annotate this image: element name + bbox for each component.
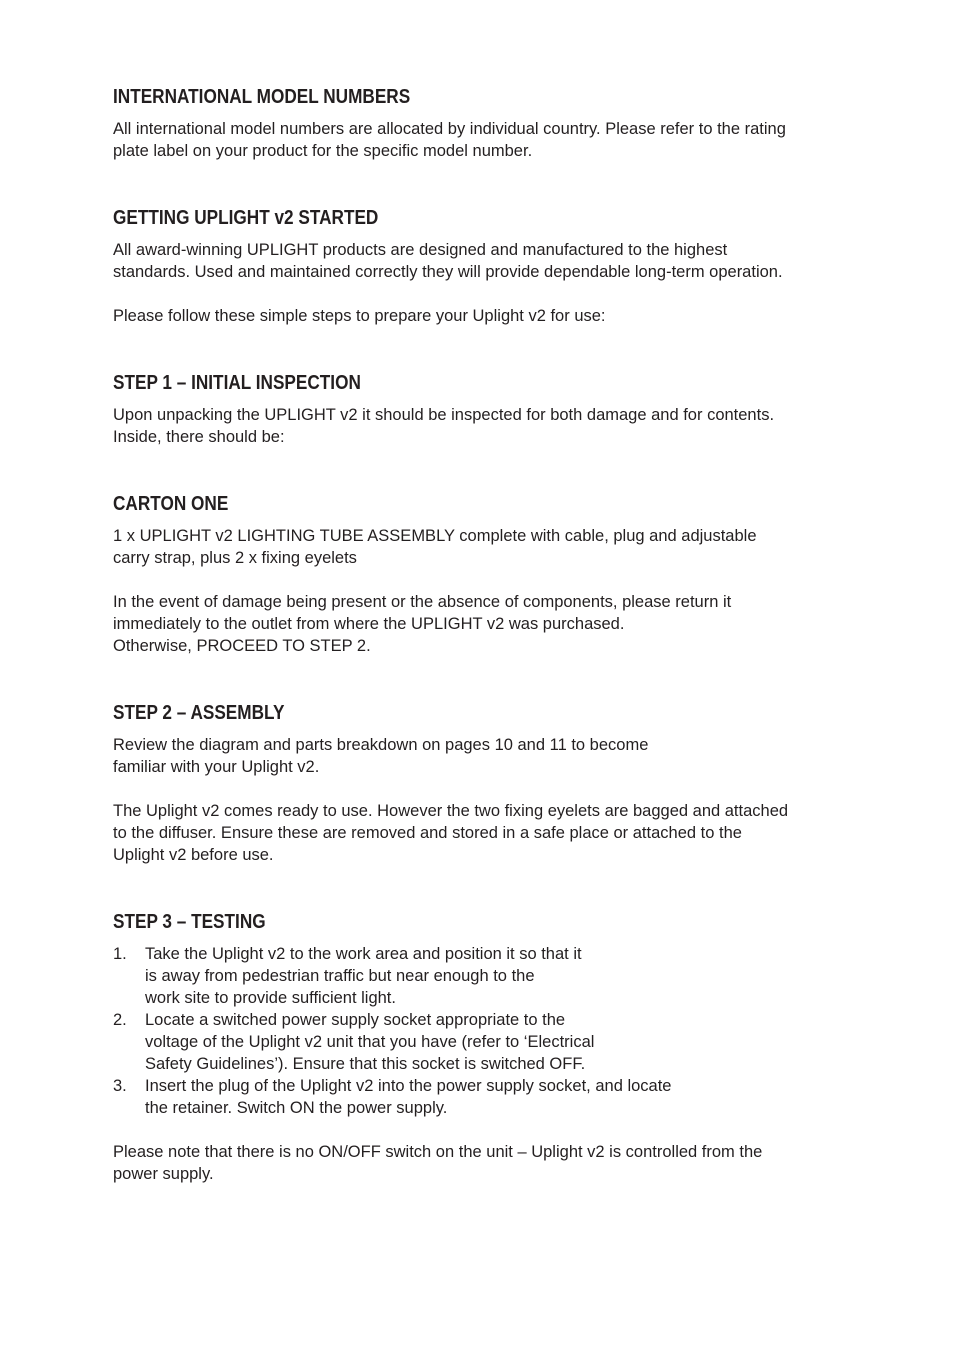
- section-heading: GETTING UPLIGHT v2 STARTED: [113, 207, 379, 229]
- list-item-text: Insert the plug of the Uplight v2 into the power supply socket, and locate the retainer. Switch ON the power supply.: [145, 1077, 672, 1117]
- section-step-3-testing: [113, 909, 883, 1185]
- section-paragraph: 1 x UPLIGHT v2 LIGHTING TUBE ASSEMBLY complete with cable, plug and adjustable carry strap, plus 2 x fixing eyelets: [113, 527, 757, 567]
- list-item: [113, 1009, 883, 1075]
- list-item: [113, 943, 883, 1009]
- list-item-text: Locate a switched power supply socket appropriate to the voltage of the Uplight v2 unit that you have (refer to ‘Electrical Safety Guidelines’). Ensure that this socket is switched OFF.: [145, 1011, 595, 1073]
- section-paragraph: Upon unpacking the UPLIGHT v2 it should be inspected for both damage and for contents. Inside, there should be:: [113, 406, 775, 446]
- section-step-1-inspection: [113, 370, 883, 448]
- list-item: [113, 1075, 883, 1119]
- section-paragraph: All international model numbers are allocated by individual country. Please refer to the rating plate label on your product for the specific model number.: [113, 120, 786, 160]
- list-item-number: 2.: [113, 1011, 127, 1029]
- section-heading: STEP 3 – TESTING: [113, 911, 266, 933]
- section-carton-one: [113, 491, 883, 657]
- section-heading: STEP 2 – ASSEMBLY: [113, 702, 285, 724]
- section-heading: CARTON ONE: [113, 493, 229, 515]
- section-international-model-numbers: [113, 84, 883, 162]
- section-getting-started: [113, 205, 883, 327]
- list-item-number: 3.: [113, 1077, 127, 1095]
- list-item-number: 1.: [113, 945, 127, 963]
- section-step-2-assembly: [113, 700, 883, 866]
- section-heading: STEP 1 – INITIAL INSPECTION: [113, 372, 361, 394]
- section-paragraph: The Uplight v2 comes ready to use. However the two fixing eyelets are bagged and attached to the diffuser. Ensure these are removed and stored in a safe place or attached to the Uplight v2 before use.: [113, 802, 789, 864]
- section-note: Please note that there is no ON/OFF switch on the unit – Uplight v2 is controlled from the power supply.: [113, 1143, 763, 1183]
- section-paragraph: All award-winning UPLIGHT products are designed and manufactured to the highest standards. Used and maintained correctly they will provide dependable long-term operation.: [113, 241, 783, 281]
- section-paragraph: In the event of damage being present or the absence of components, please return it immediately to the outlet from where the UPLIGHT v2 was purchased. Otherwise, PROCEED TO STEP 2.: [113, 593, 732, 655]
- testing-steps-list: [113, 943, 883, 1119]
- list-item-text: Take the Uplight v2 to the work area and position it so that it is away from pedestrian traffic but near enough to the work site to provide sufficient light.: [145, 945, 582, 1007]
- section-heading: INTERNATIONAL MODEL NUMBERS: [113, 86, 411, 108]
- section-paragraph: Review the diagram and parts breakdown on pages 10 and 11 to become familiar with your Uplight v2.: [113, 736, 649, 776]
- section-paragraph: Please follow these simple steps to prepare your Uplight v2 for use:: [113, 307, 606, 325]
- document-page: [113, 84, 883, 1185]
